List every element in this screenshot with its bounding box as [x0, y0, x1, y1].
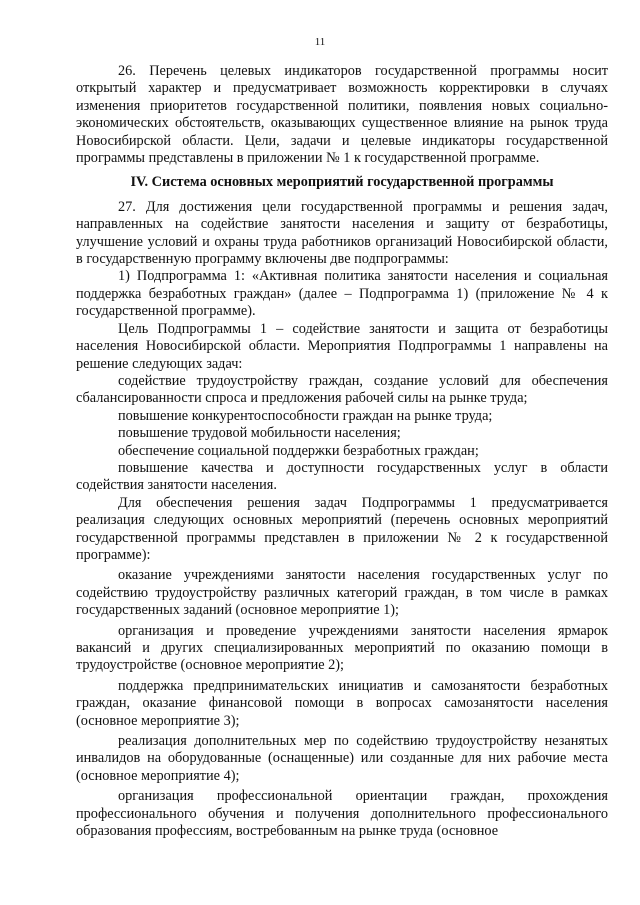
- activity-item: организация профессиональной ориентации граждан, прохождения профессионального обучения и получения дополнительного профессионального образования профессиям, востребованным на рынке труда (основное: [76, 788, 608, 840]
- paragraph-26: 26. Перечень целевых индикаторов государственной программы носит открытый характер и предусматривает возможность корректировки в случаях изменения приоритетов государственной политики, появления новых социально-экономических обстоятельств, оказывающих существенное влияние на рынок труда Новосибирской области. Цели, задачи и целевые индикаторы государственной программы представлены в приложении № 1 к государственной программе.: [76, 63, 608, 167]
- task-item: повышение трудовой мобильности населения;: [118, 425, 401, 442]
- activity-item: поддержка предпринимательских инициатив и самозанятости безработных граждан, оказание финансовой помощи в вопросах самозанятости населения (основное мероприятие 3);: [76, 677, 608, 729]
- paragraph-subprogram-1: 1) Подпрограмма 1: «Активная политика занятости населения и социальная поддержка безработных граждан» (далее – Подпрограмма 1) (приложение № 4 к государственной программе).: [76, 268, 608, 320]
- activity-item: организация и проведение учреждениями занятости населения ярмарок вакансий и других специализированных мероприятий по оказанию помощи в трудоустройстве (основное мероприятие 2);: [76, 622, 608, 674]
- paragraph-main-activities: Для обеспечения решения задач Подпрограммы 1 предусматривается реализация следующих основных мероприятий (перечень основных мероприятий государственной программы представлен в приложении № 2 к государственной программе):: [76, 494, 608, 563]
- task-item: повышение конкурентоспособности граждан на рынке труда;: [118, 407, 493, 424]
- activity-item: реализация дополнительных мер по содействию трудоустройству незанятых инвалидов на оборудованные (оснащенные) или созданные для них рабочие места (основное мероприятие 4);: [76, 733, 608, 784]
- task-item: повышение качества и доступности государственных услуг в области содействия занятости населения.: [76, 459, 608, 494]
- task-item: обеспечение социальной поддержки безработных граждан;: [118, 442, 479, 459]
- document-body: [76, 63, 608, 840]
- task-item: содействие трудоустройству граждан, создание условий для обеспечения сбалансированности спроса и предложения рабочей силы на рынке труда;: [76, 372, 608, 407]
- paragraph-subprogram-1-goal: Цель Подпрограммы 1 – содействие занятости и защита от безработицы населения Новосибирской области. Мероприятия Подпрограммы 1 направлены на решение следующих задач:: [76, 320, 608, 372]
- page-number: 11: [314, 36, 326, 48]
- paragraph-27: 27. Для достижения цели государственной программы и решения задач, направленных на содействие занятости населения и защиту от безработицы, улучшение условий и охраны труда работников организаций Новосибирской области, в государственную программу включены две подпрограммы:: [76, 198, 608, 268]
- activity-item: оказание учреждениями занятости населения государственных услуг по содействию трудоустройству различных категорий граждан, в том числе в рамках государственных заданий (основное мероприятие 1);: [76, 567, 608, 619]
- section-heading: IV. Система основных мероприятий государственной программы: [130, 174, 554, 191]
